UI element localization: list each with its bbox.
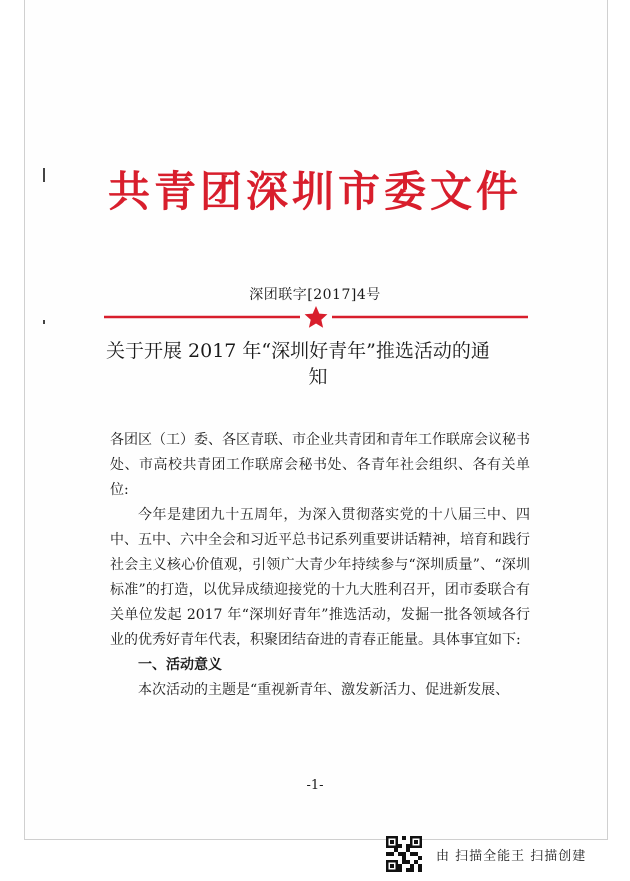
recipients: 各团区（工）委、各区青联、市企业共青团和青年工作联席会议秘书处、市高校共青团工作联席会秘书处、各青年社会组织、各有关单位:: [110, 432, 530, 498]
red-divider-with-star: [104, 301, 528, 331]
document-number: 深团联字[2017]4号: [249, 287, 381, 303]
watermark-text: 由 扫描全能王 扫描创建: [436, 848, 587, 864]
document-title: [106, 338, 530, 390]
document-body: [110, 428, 530, 703]
section-heading: 一、活动意义: [138, 657, 222, 673]
issuer-header: 共青团深圳市委文件: [107, 167, 522, 216]
qr-code-icon: [386, 836, 422, 872]
scanner-watermark: [386, 836, 586, 872]
page-number: -1-: [306, 778, 324, 793]
paragraph: 今年是建团九十五周年，为深入贯彻落实党的十八届三中、四中、五中、六中全会和习近平总书记系列重要讲话精神，培育和践行社会主义核心价值观，引领广大青少年持续参与“深圳质量”、“深圳标准”的打造，以优异成绩迎接党的十九大胜利召开，团市委联合有关单位发起 2017 年“深圳好青年”推选活动，发掘一批各领域各行业的优秀好青年代表，积聚团结奋进的青春正能量。具体事宜如下:: [110, 507, 530, 648]
paragraph: 本次活动的主题是“重视新青年、激发新活力、促进新发展、: [138, 682, 510, 698]
binding-mark: [43, 320, 45, 324]
document-title-line1: 关于开展 2017 年“深圳好青年”推选活动的通: [106, 340, 490, 362]
document-page: [24, 0, 608, 840]
document-title-line2: 知: [308, 366, 328, 388]
star-icon: [305, 306, 328, 328]
